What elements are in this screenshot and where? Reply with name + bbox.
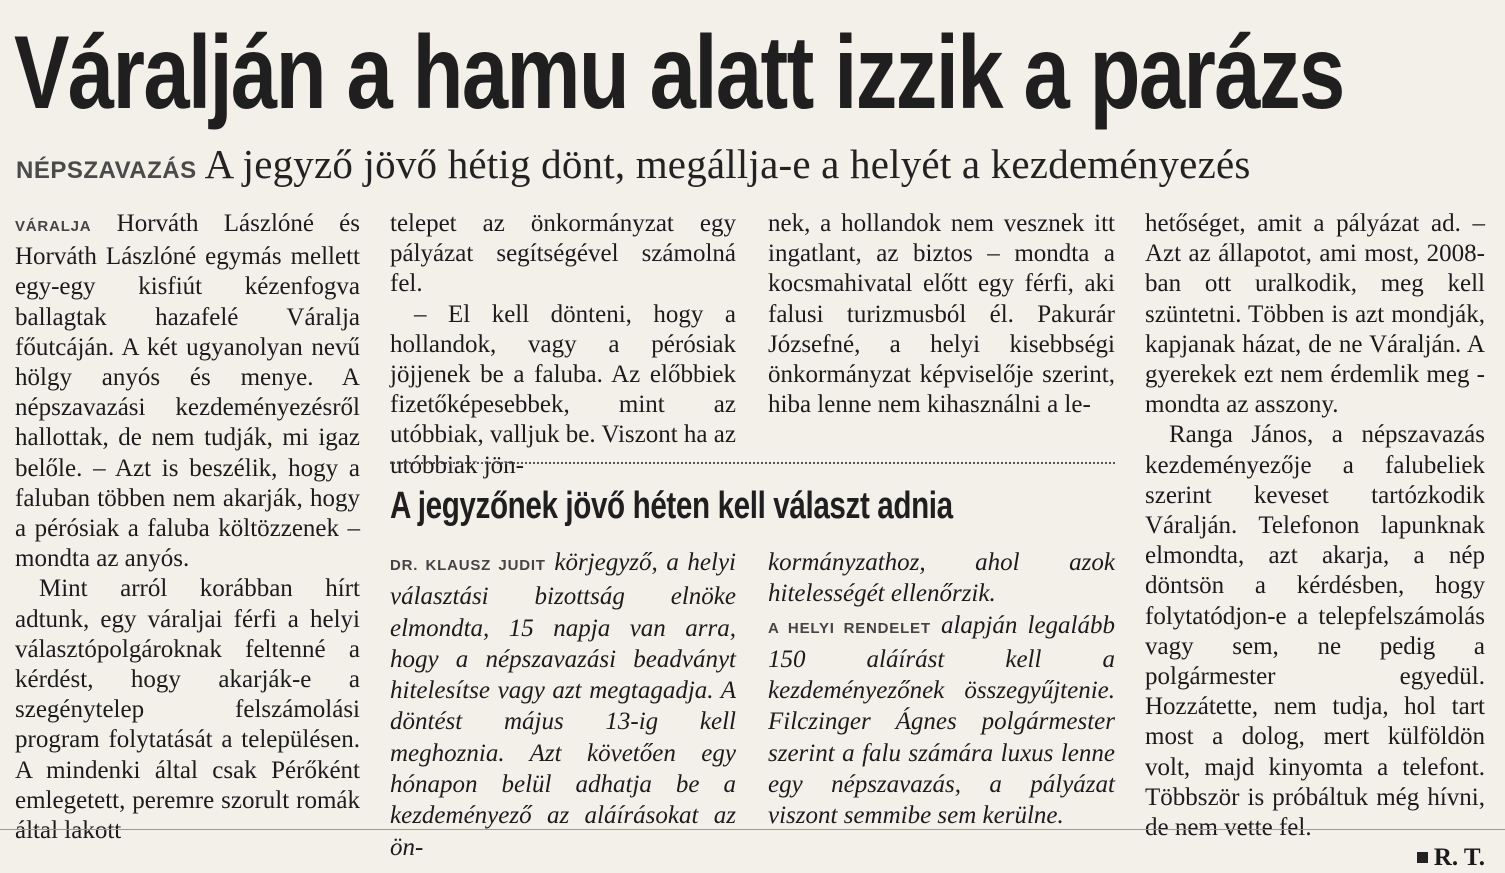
page-edge-rule bbox=[0, 829, 1505, 830]
paragraph: kormányzathoz, ahol azok hitelességét ellenőrzik. bbox=[768, 549, 1115, 608]
sidebar-lead: A HELYI RENDELET bbox=[768, 619, 931, 637]
article-column-1 bbox=[15, 209, 360, 846]
paragraph: alapján legalább 150 aláírást kell a kezdeményezőnek összegyűjtenie. Filczinger Ágnes polgármester szerint a falu számára luxus lenne egy népszavazás, a pályázat viszont semmibe sem kerülne. bbox=[768, 611, 1115, 830]
section-kicker: NÉPSZAVAZÁS bbox=[16, 157, 197, 184]
paragraph: nek, a hollandok nem vesznek itt ingatlant, az biztos – mondta a kocsmahivatal előtt egy férfi, aki falusi turizmusból él. Pakurár Józsefné, a helyi kisebbségi önkormányzat képviselője szerint, hiba lenne nem kihasználni a le- bbox=[768, 210, 1115, 419]
paragraph: Mint arról korábban hírt adtunk, egy váraljai férfi a helyi választópolgároknak feltenné a kérdést, hogy akarják-e a szegénytelep felszámolási program folytatását a településen. A mindenki által csak Pérőként emlegetett, peremre szorult romák által lakott bbox=[15, 575, 360, 845]
article-column-4 bbox=[1145, 209, 1485, 873]
paragraph: Ranga János, a népszavazás kezdeményezője a falubeliek szerint keveset tartózkodik Váralján. Telefonon lapunknak elmondta, azt akarja, a nép döntsön a kérdésben, hogy folytatódjon-e a telepfelszámolás vagy sem, ne pedig a polgármester egyedül. Hozzátette, nem tudja, hol tart most a dolog, mert külföldön volt, majd kinyomta a telefont. Többször is próbáltuk még hívni, de nem vette fel. bbox=[1145, 421, 1485, 842]
dateline: VÁRALJA bbox=[15, 218, 92, 235]
signature-line bbox=[1145, 843, 1485, 873]
paragraph: körjegyző, a helyi választási bizottság elnöke elmondta, 15 napja van arra, hogy a népszavazási beadványt hitelesítse vagy azt megtagadja. A döntést május 13-ig kell meghoznia. Azt követően egy hónapon belül adhatja be a kezdeményező az aláírásokat az ön- bbox=[390, 549, 737, 861]
article-deck: A jegyző jövő hétig dönt, megállja-e a helyét a kezdeményezés bbox=[204, 141, 1251, 187]
paragraph: Horváth Lászlóné és Horváth Lászlóné egymás mellett egy-egy kisfiút kézenfogva ballagtak hazafelé Váralja főutcáján. A két ugyanolyan nevű hölgy anyós és menye. A népszavazási kezdeményezésről hallottak, de nem tudják, mi igaz belőle. – Azt is beszélik, hogy a faluban többen nem akarják, hogy a pérósiak a faluba költözzenek – mondta az anyós. bbox=[15, 210, 360, 573]
sidebar-divider bbox=[390, 462, 1115, 464]
end-mark-icon bbox=[1417, 852, 1428, 863]
paragraph: telepet az önkormányzat egy pályázat segítségével számolná fel. bbox=[390, 210, 736, 298]
sidebar-lead: DR. KLAUSZ JUDIT bbox=[390, 557, 546, 574]
sidebar-column-2 bbox=[768, 547, 1115, 832]
paragraph: hetőséget, amit a pályázat ad. – Azt az állapotot, ami most, 2008-ban ott uralkodik, meg kell szüntetni. Többen is azt mondják, kapjanak házat, de ne Váralján. A gyerekek ezt nem érdemlik meg - mondta az asszony. bbox=[1145, 210, 1485, 419]
paragraph: – El kell dönteni, hogy a hollandok, vagy a pérósiak jöjjenek be a faluba. Az előbbiek fizetőképesebbek, mint az utóbbiak, valljuk be. Viszont ha az utóbbiak jön- bbox=[390, 300, 736, 479]
article-column-2 bbox=[390, 209, 736, 481]
article-headline: Váralján a hamu alatt izzik a parázs bbox=[14, 15, 1344, 131]
sidebar-column-1 bbox=[390, 547, 736, 863]
author-signature: R. T. bbox=[1433, 844, 1485, 872]
sidebar-title: A jegyzőnek jövő héten kell választ adnia bbox=[390, 485, 953, 527]
article-column-3 bbox=[768, 209, 1115, 420]
article-subheading bbox=[16, 140, 1251, 188]
